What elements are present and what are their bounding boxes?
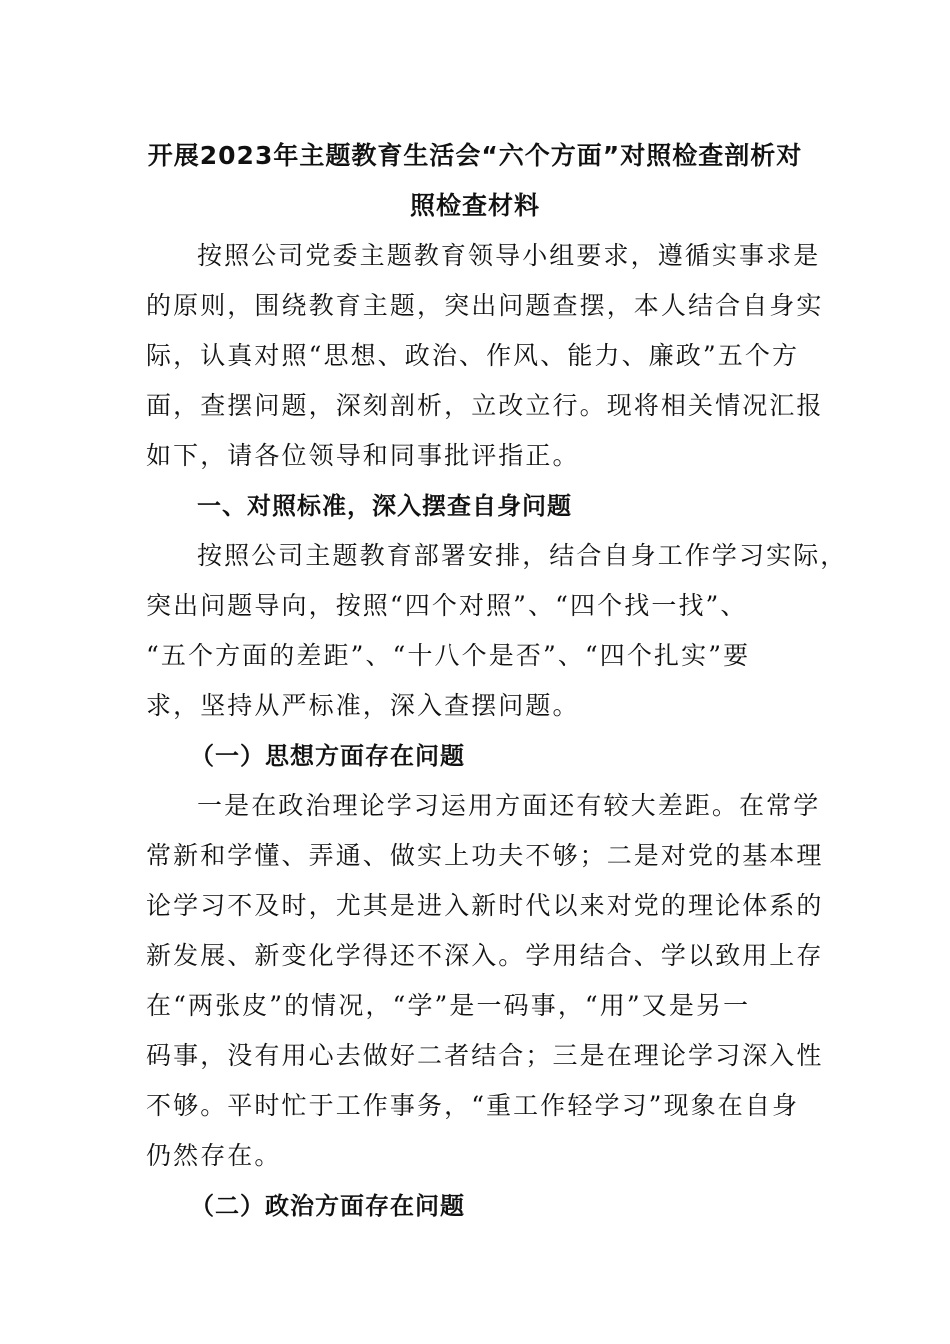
- document-title-line-1: 开展2023年主题教育生活会“六个方面”对照检查剖析对: [147, 141, 803, 170]
- subsection-1-line-8: 仍然存在。: [146, 1141, 282, 1170]
- section-1-line-1: 按照公司主题教育部署安排，结合自身工作学习实际，: [197, 541, 848, 570]
- subsection-1-line-2: 常新和学懂、弄通、做实上功夫不够；二是对党的基本理: [146, 841, 824, 870]
- section-1-line-2: 突出问题导向，按照“四个对照”、“四个找一找”、: [146, 591, 748, 620]
- intro-line-1: 按照公司党委主题教育领导小组要求，遵循实事求是: [197, 241, 821, 270]
- section-1-heading: 一、对照标准，深入摆查自身问题: [197, 492, 572, 520]
- intro-line-5: 如下，请各位领导和同事批评指正。: [146, 441, 580, 470]
- section-1-line-3: “五个方面的差距”、“十八个是否”、“四个扎实”要: [146, 641, 751, 670]
- subsection-1-line-6: 码事，没有用心去做好二者结合；三是在理论学习深入性: [146, 1041, 824, 1070]
- section-1-line-4: 求，坚持从严标准，深入查摆问题。: [146, 691, 580, 720]
- intro-line-2: 的原则，围绕教育主题，突出问题查摆，本人结合自身实: [146, 291, 824, 320]
- subsection-1-line-1: 一是在政治理论学习运用方面还有较大差距。在常学: [197, 791, 821, 820]
- subsection-1-heading: （一）思想方面存在问题: [190, 742, 465, 770]
- intro-line-4: 面，查摆问题，深刻剖析，立改立行。现将相关情况汇报: [146, 391, 824, 420]
- subsection-1-line-3: 论学习不及时，尤其是进入新时代以来对党的理论体系的: [146, 891, 824, 920]
- intro-line-3: 际，认真对照“思想、政治、作风、能力、廉政”五个方: [146, 341, 800, 370]
- subsection-1-line-4: 新发展、新变化学得还不深入。学用结合、学以致用上存: [146, 941, 824, 970]
- document-title-line-2: 照检查材料: [409, 191, 540, 220]
- subsection-1-line-7: 不够。平时忙于工作事务，“重工作轻学习”现象在自身: [146, 1091, 800, 1120]
- subsection-1-line-5: 在“两张皮”的情况，“学”是一码事，“用”又是另一: [146, 991, 751, 1020]
- subsection-2-heading: （二）政治方面存在问题: [190, 1192, 465, 1220]
